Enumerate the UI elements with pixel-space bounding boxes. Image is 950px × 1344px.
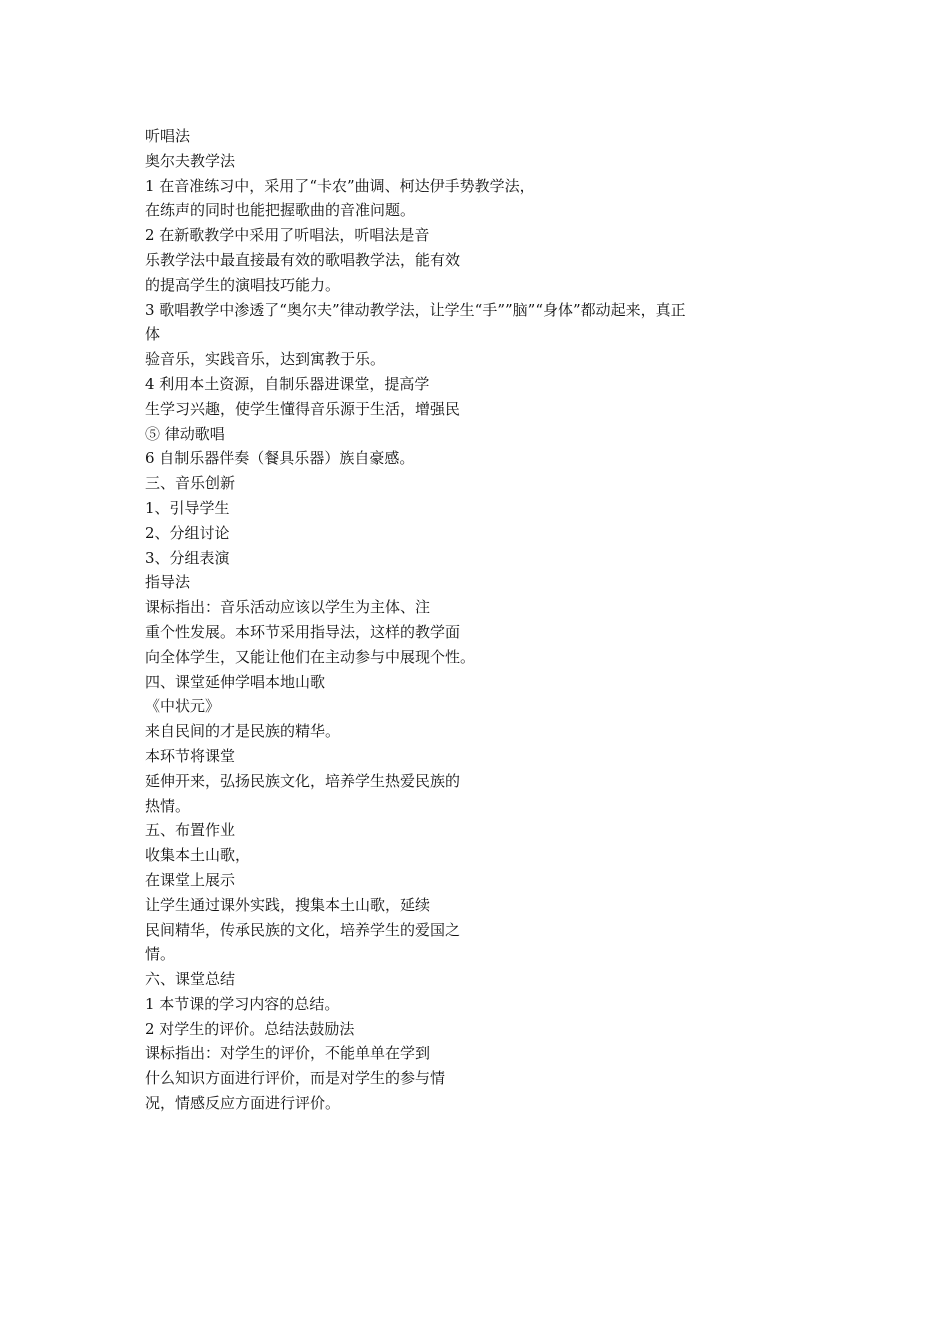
text-line: 体 <box>145 325 161 344</box>
text-line: 1、引导学生 <box>145 498 230 517</box>
text-line: 重个性发展。本环节采用指导法，这样的教学面 <box>145 622 461 641</box>
text-line: 2 对学生的评价。总结法鼓励法 <box>145 1019 355 1038</box>
text-line: 3 歌唱教学中渗透了“奥尔夫”律动教学法，让学生“手””脑”“身体”都动起来，真正 <box>145 300 686 319</box>
section-heading: 六、课堂总结 <box>145 970 236 989</box>
text-line: 指导法 <box>145 573 191 592</box>
text-line: 2、分组讨论 <box>145 523 230 542</box>
text-line: 1 在音准练习中，采用了“卡农”曲调、柯达伊手势教学法， <box>145 176 535 195</box>
text-line: 验音乐，实践音乐，达到寓教于乐。 <box>145 350 386 369</box>
text-line: 在课堂上展示 <box>145 870 236 889</box>
text-line: 况，情感反应方面进行评价。 <box>145 1094 341 1113</box>
section-heading: 五、布置作业 <box>145 821 236 840</box>
text-line: 4 利用本土资源，自制乐器进课堂，提高学 <box>145 374 430 393</box>
text-line: 3、分组表演 <box>145 548 230 567</box>
text-line: 1 本节课的学习内容的总结。 <box>145 994 340 1013</box>
text-line: 向全体学生，又能让他们在主动参与中展现个性。 <box>145 647 476 666</box>
text-line: 《中状元》 <box>145 697 221 716</box>
text-line: 生学习兴趣，使学生懂得音乐源于生活，增强民 <box>145 399 461 418</box>
text-line: 什么知识方面进行评价，而是对学生的参与情 <box>145 1069 446 1088</box>
text-line: 在练声的同时也能把握歌曲的音准问题。 <box>145 201 416 220</box>
text-line: 课标指出：对学生的评价，不能单单在学到 <box>145 1044 431 1063</box>
text-line: 乐教学法中最直接最有效的歌唱教学法，能有效 <box>145 250 461 269</box>
text-line: 收集本土山歌， <box>145 846 251 865</box>
text-line: 延伸开来，弘扬民族文化，培养学生热爱民族的 <box>145 771 461 790</box>
text-line: 民间精华，传承民族的文化，培养学生的爱国之 <box>145 920 461 939</box>
text-line: ⑤ 律动歌唱 <box>145 424 225 443</box>
text-line: 情。 <box>145 945 176 964</box>
text-line: 2 在新歌教学中采用了听唱法，听唱法是音 <box>145 226 430 245</box>
text-line: 让学生通过课外实践，搜集本土山歌，延续 <box>145 895 431 914</box>
text-line: 课标指出：音乐活动应该以学生为主体、注 <box>145 598 431 617</box>
text-line: 6 自制乐器伴奏（餐具乐器）族自豪感。 <box>145 449 415 468</box>
text-line: 听唱法 <box>145 127 191 145</box>
text-line: 热情。 <box>145 796 191 815</box>
text-line: 奥尔夫教学法 <box>145 151 236 170</box>
text-line: 来自民间的才是民族的精华。 <box>145 722 341 741</box>
document-body <box>145 124 825 1116</box>
section-heading: 四、课堂延伸学唱本地山歌 <box>145 672 326 691</box>
text-line: 本环节将课堂 <box>145 746 236 765</box>
section-heading: 三、音乐创新 <box>145 474 236 493</box>
text-line: 的提高学生的演唱技巧能力。 <box>145 275 341 294</box>
